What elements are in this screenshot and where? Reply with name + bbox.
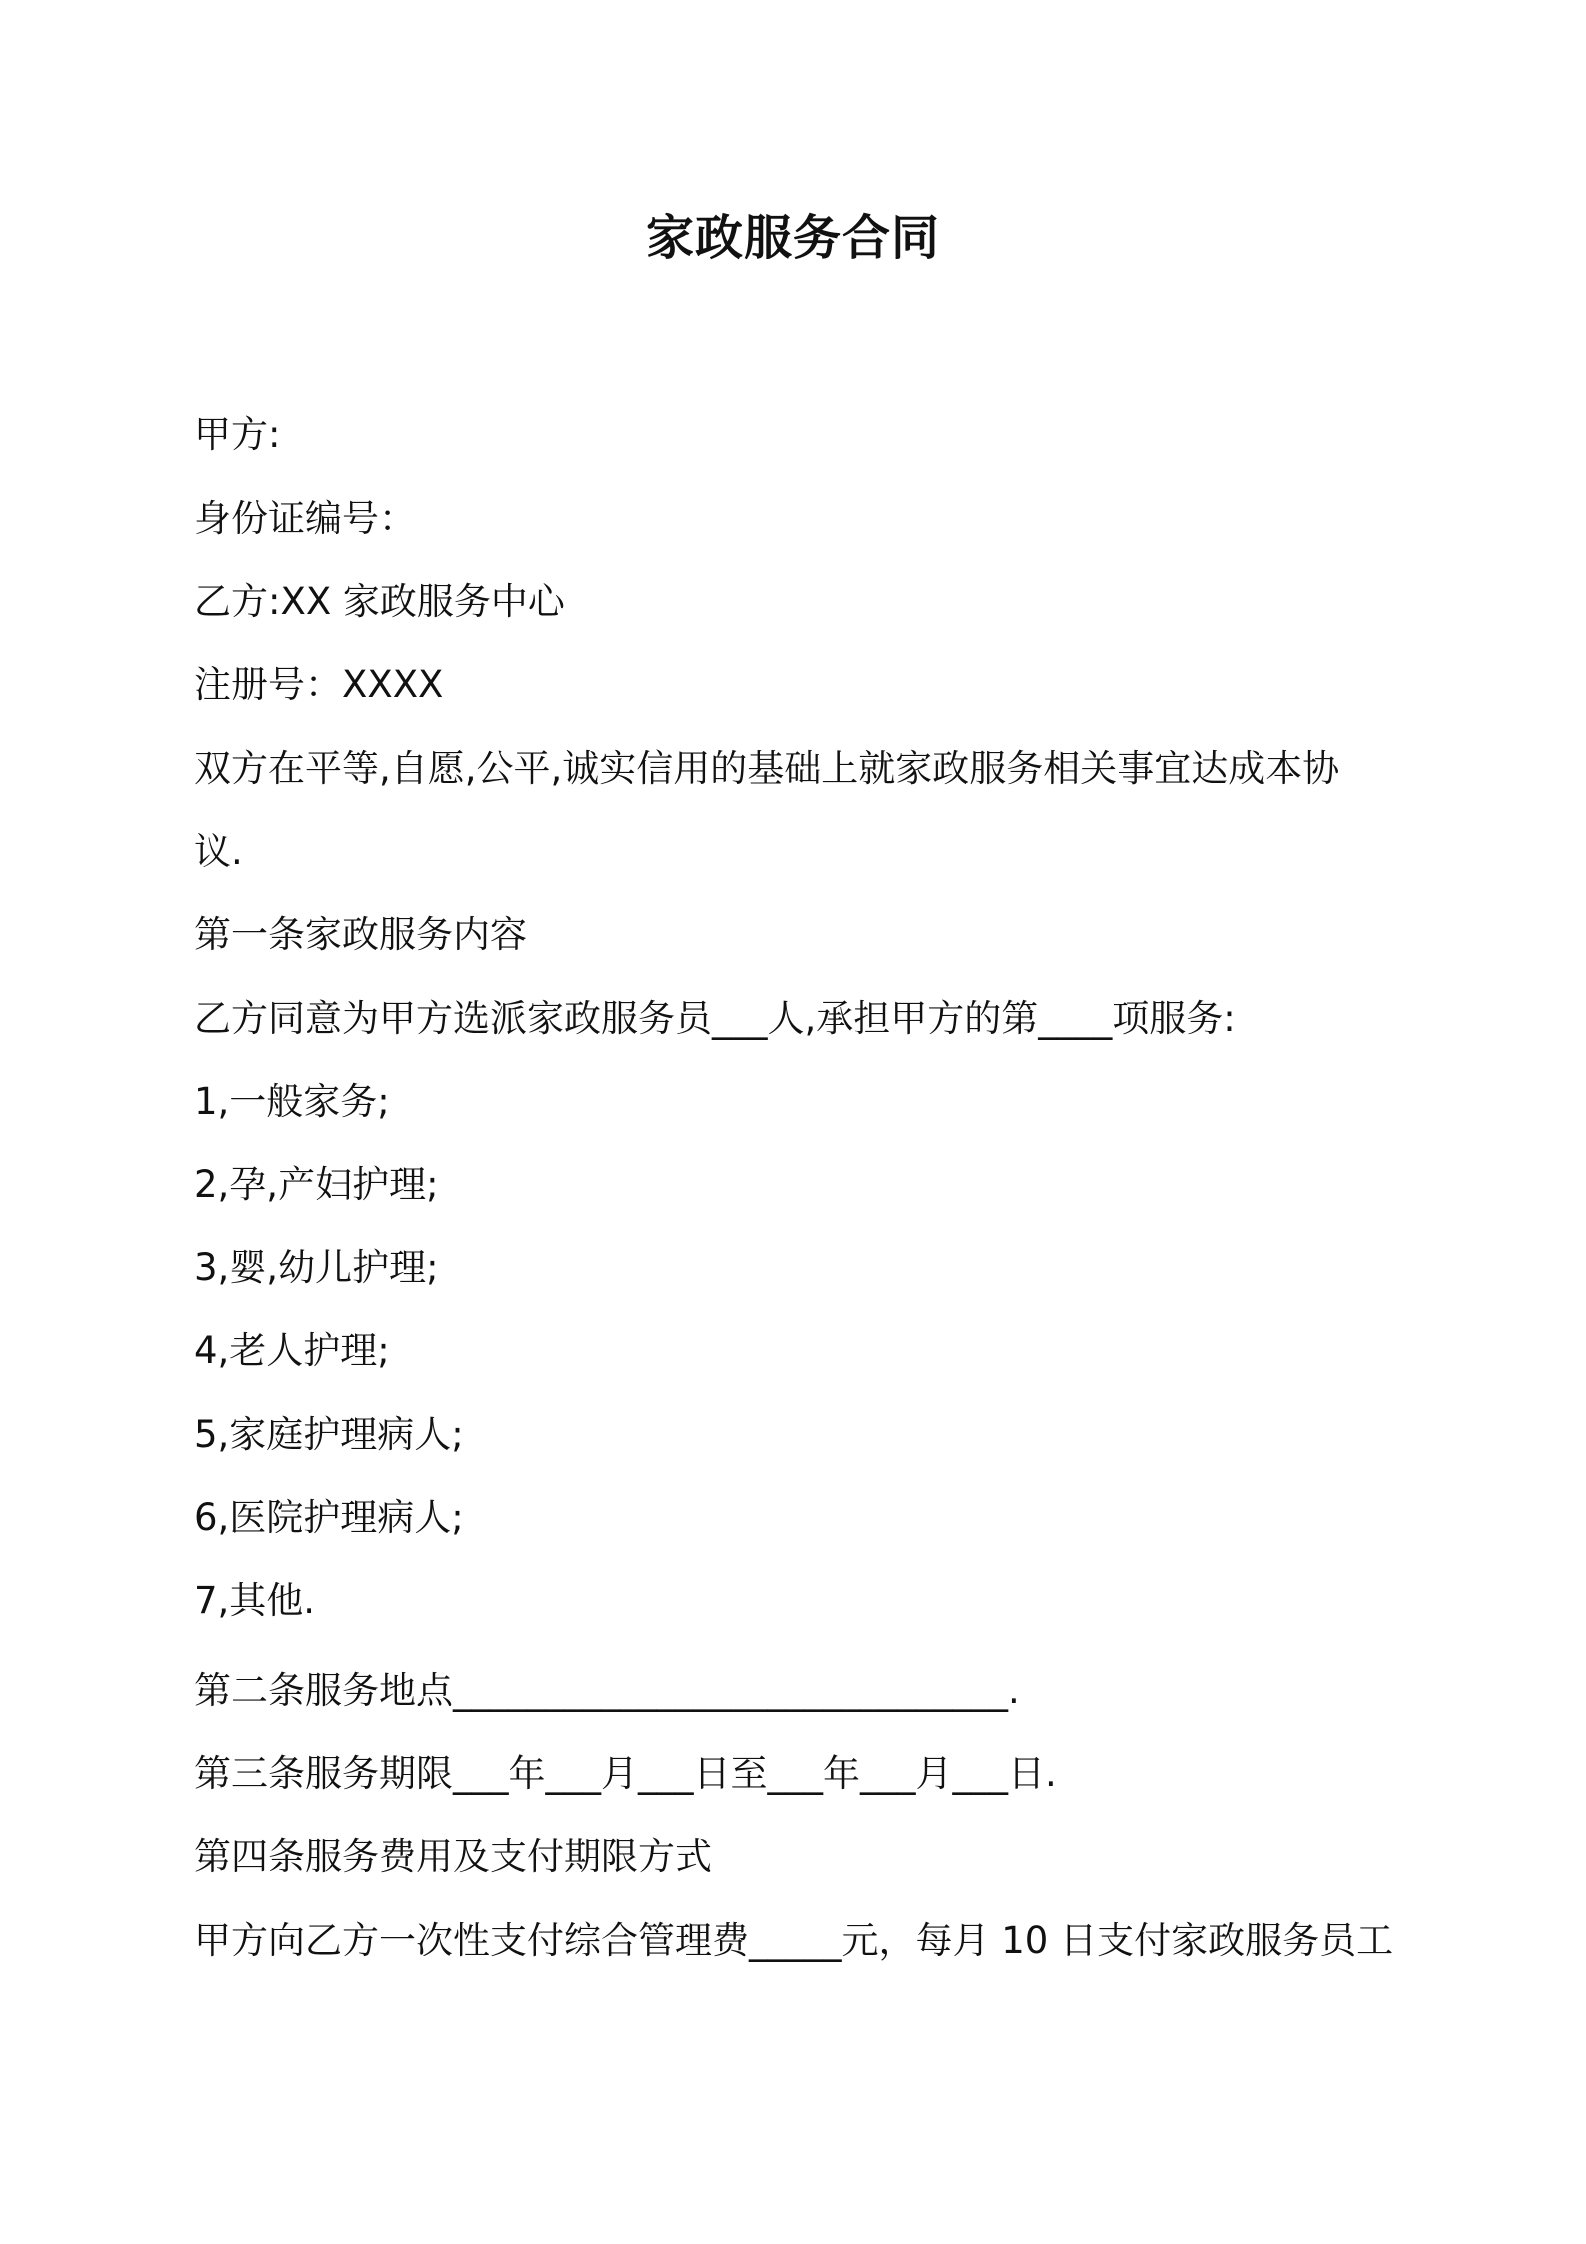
service-item-1: 1,一般家务; (194, 1080, 390, 1123)
party-b-line: 乙方:XX 家政服务中心 (194, 580, 565, 623)
service-item-4: 4,老人护理; (194, 1329, 390, 1372)
article-4-text: 甲方向乙方一次性支付综合管理费_____元，每月 10 日支付家政服务员工 (194, 1919, 1394, 1962)
id-number-line: 身份证编号： (194, 497, 416, 540)
article-4-heading: 第四条服务费用及支付期限方式 (194, 1835, 712, 1878)
article-2-line: 第二条服务地点______________________________. (194, 1669, 1020, 1712)
article-3-line: 第三条服务期限___年___月___日至___年___月___日. (194, 1752, 1057, 1795)
service-item-5: 5,家庭护理病人; (194, 1413, 464, 1456)
preamble-line-2: 议. (194, 830, 243, 873)
article-1-heading: 第一条家政服务内容 (194, 913, 527, 956)
document-title: 家政服务合同 (645, 210, 940, 266)
service-item-2: 2,孕,产妇护理; (194, 1163, 439, 1206)
service-item-3: 3,婴,幼儿护理; (194, 1246, 439, 1289)
party-a-line: 甲方: (194, 413, 281, 456)
registration-number-line: 注册号：XXXX (194, 663, 444, 706)
article-1-text: 乙方同意为甲方选派家政服务员___人,承担甲方的第____项服务: (194, 997, 1236, 1040)
service-item-6: 6,医院护理病人; (194, 1496, 464, 1539)
preamble-line-1: 双方在平等,自愿,公平,诚实信用的基础上就家政服务相关事宜达成本协 (194, 747, 1340, 790)
service-item-7: 7,其他. (194, 1579, 316, 1622)
